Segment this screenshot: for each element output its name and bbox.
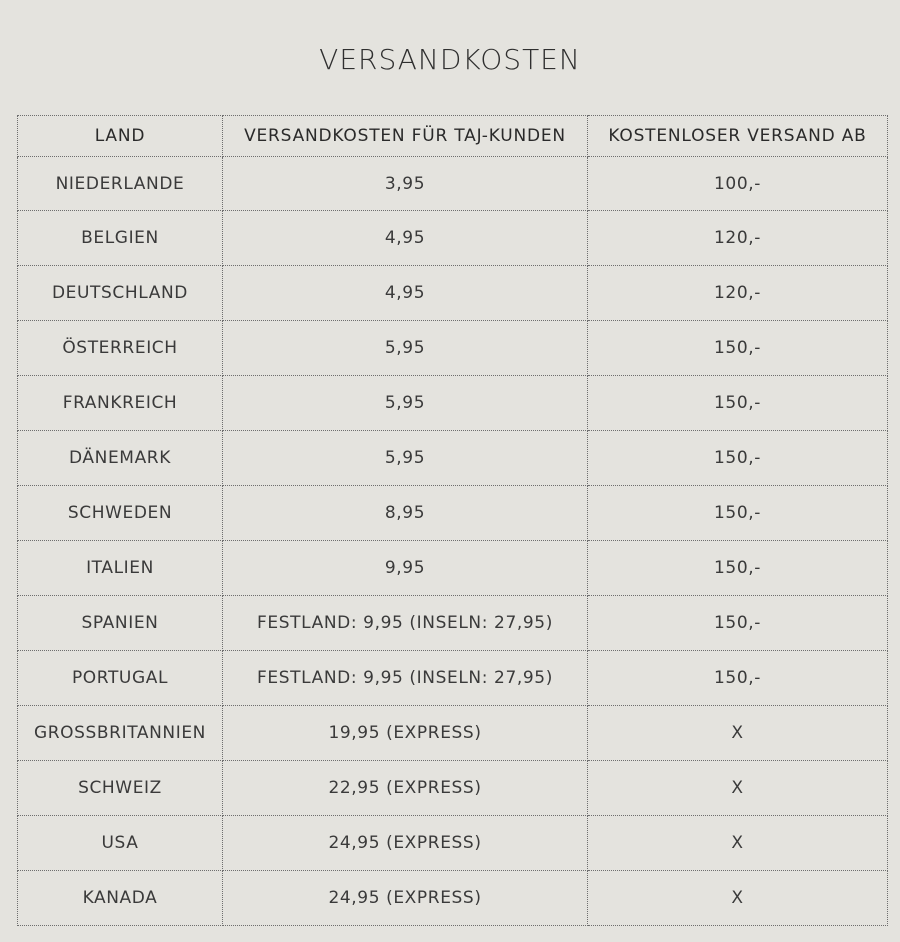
table-row: [18, 651, 888, 706]
shipping-cost-cell: 4,95: [223, 266, 588, 321]
shipping-cost-cell: 5,95: [223, 321, 588, 376]
country-cell: ÖSTERREICH: [18, 321, 223, 376]
country-cell: DEUTSCHLAND: [18, 266, 223, 321]
free-shipping-cell: 150,-: [588, 321, 888, 376]
free-shipping-cell: 120,-: [588, 266, 888, 321]
table-row: [18, 431, 888, 486]
column-header-shipping-cost: VERSANDKOSTEN FÜR TAJ-KUNDEN: [223, 116, 588, 157]
country-cell: FRANKREICH: [18, 376, 223, 431]
page-title: VERSANDKOSTEN: [319, 43, 581, 76]
shipping-cost-cell: 19,95 (EXPRESS): [223, 706, 588, 761]
country-cell: NIEDERLANDE: [18, 157, 223, 211]
free-shipping-cell: X: [588, 816, 888, 871]
free-shipping-cell: 150,-: [588, 486, 888, 541]
free-shipping-cell: X: [588, 871, 888, 926]
free-shipping-cell: 100,-: [588, 157, 888, 211]
shipping-cost-cell: 4,95: [223, 211, 588, 266]
table-row: [18, 321, 888, 376]
table-row: [18, 541, 888, 596]
free-shipping-cell: 120,-: [588, 211, 888, 266]
table-row: [18, 211, 888, 266]
country-cell: USA: [18, 816, 223, 871]
column-header-free-shipping-from: KOSTENLOSER VERSAND AB: [588, 116, 888, 157]
shipping-cost-cell: FESTLAND: 9,95 (INSELN: 27,95): [223, 651, 588, 706]
shipping-cost-cell: 5,95: [223, 376, 588, 431]
country-cell: BELGIEN: [18, 211, 223, 266]
free-shipping-cell: X: [588, 706, 888, 761]
shipping-cost-cell: 9,95: [223, 541, 588, 596]
free-shipping-cell: X: [588, 761, 888, 816]
table-row: [18, 706, 888, 761]
table-row: [18, 266, 888, 321]
country-cell: GROSSBRITANNIEN: [18, 706, 223, 761]
table-row: [18, 816, 888, 871]
shipping-cost-cell: 24,95 (EXPRESS): [223, 816, 588, 871]
table-row: [18, 871, 888, 926]
table-row: [18, 596, 888, 651]
shipping-cost-cell: 5,95: [223, 431, 588, 486]
country-cell: SCHWEIZ: [18, 761, 223, 816]
table-row: [18, 761, 888, 816]
free-shipping-cell: 150,-: [588, 651, 888, 706]
country-cell: PORTUGAL: [18, 651, 223, 706]
free-shipping-cell: 150,-: [588, 541, 888, 596]
free-shipping-cell: 150,-: [588, 596, 888, 651]
column-header-country: LAND: [18, 116, 223, 157]
table-header-row: [18, 116, 888, 157]
shipping-cost-cell: FESTLAND: 9,95 (INSELN: 27,95): [223, 596, 588, 651]
shipping-cost-cell: 24,95 (EXPRESS): [223, 871, 588, 926]
country-cell: ITALIEN: [18, 541, 223, 596]
country-cell: DÄNEMARK: [18, 431, 223, 486]
shipping-cost-cell: 22,95 (EXPRESS): [223, 761, 588, 816]
shipping-cost-cell: 8,95: [223, 486, 588, 541]
free-shipping-cell: 150,-: [588, 431, 888, 486]
table-row: [18, 157, 888, 211]
free-shipping-cell: 150,-: [588, 376, 888, 431]
country-cell: KANADA: [18, 871, 223, 926]
country-cell: SPANIEN: [18, 596, 223, 651]
table-row: [18, 486, 888, 541]
country-cell: SCHWEDEN: [18, 486, 223, 541]
table-row: [18, 376, 888, 431]
shipping-cost-cell: 3,95: [223, 157, 588, 211]
shipping-cost-table: [17, 115, 888, 926]
